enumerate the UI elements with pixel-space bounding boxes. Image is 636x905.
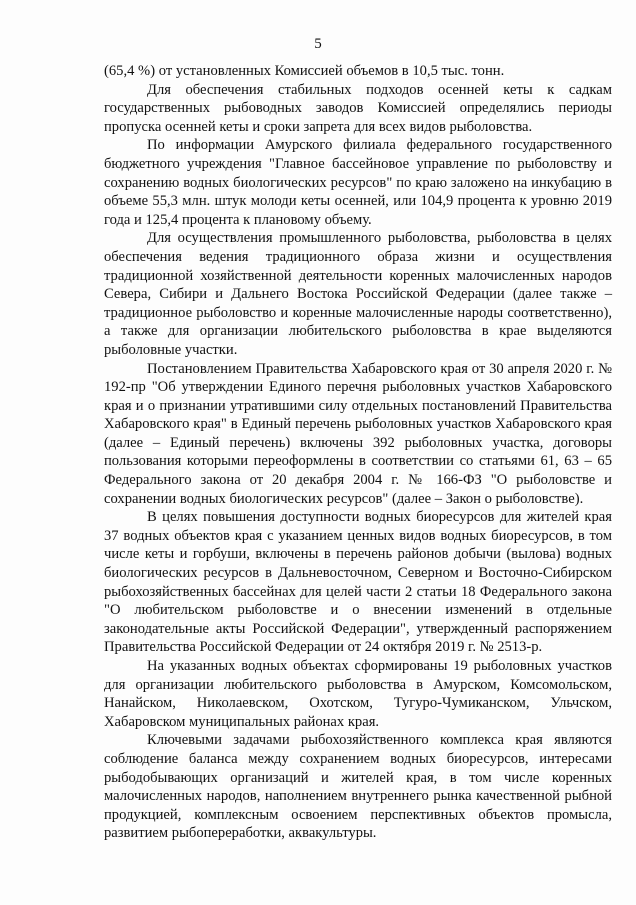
paragraph-fishing-areas: Для осуществления промышленного рыболовства, рыболовства в целях обеспечения ведения традиционного образа жизни и осуществления традиционной хозяйственной деятельности коренных малочисленных народов Севера, Сибири и Дальнего Востока Российской Федерации (далее также – традиционное рыболовство и коренные малочисленные народы соответственно), а также для организации любительского рыболовства в крае выделяются рыболовные участки. [104, 230, 612, 358]
page-number: 5 [314, 36, 322, 52]
paragraph-key-tasks: Ключевыми задачами рыбохозяйственного комплекса края являются соблюдение баланса между сохранением водных биоресурсов, интересами рыбодобывающих организаций и жителей края, в том числе коренных малочисленных народов, наполнением внутреннего рынка качественной рыбной продукцией, комплексным освоением перспективных объектов промысла, развитием рыбопереработки, аквакультуры. [104, 732, 612, 842]
paragraph-incubation: По информации Амурского филиала федерального государственного бюджетного учреждения "Главное бассейновое управление по рыболовству и сохранению водных биологических ресурсов" по краю заложено на инкубацию в объеме 55,3 млн. штук молоди кеты осенней, или 104,9 процента к уровню 2019 года и 125,4 процента к плановому объему. [104, 137, 612, 228]
paragraph-continuation: (65,4 %) от установленных Комиссией объемов в 10,5 тыс. тонн. [104, 63, 505, 79]
paragraph-amateur-fishing: На указанных водных объектах сформированы 19 рыболовных участков для организации любительского рыболовства в Амурском, Комсомольском, Нанайском, Николаевском, Охотском, Тугуро-Чумиканском, Ульчском, Хабаровском муниципальных районах края. [104, 658, 612, 730]
paragraph-government-resolution: Постановлением Правительства Хабаровского края от 30 апреля 2020 г. № 192-пр "Об утверждении Единого перечня рыболовных участков Хабаровского края и о признании утратившими силу отдельных постановлений Правительства Хабаровского края" в Единый перечень рыболовных участков Хабаровского края (далее – Единый перечень) включены 392 рыболовных участка, договоры пользования которыми переоформлены в соответствии со статьями 61, 63 – 65 Федерального закона от 20 декабря 2004 г. № 166-ФЗ "О рыболовстве и сохранении водных биологических ресурсов" (далее – Закон о рыболовстве). [104, 360, 612, 507]
body-text [104, 62, 612, 843]
paragraph-water-bodies: В целях повышения доступности водных биоресурсов для жителей края 37 водных объектов края с указанием ценных видов водных биоресурсов, в том числе кеты и горбуши, включены в перечень районов добычи (вылова) водных биологических ресурсов в Дальневосточном, Северном и Восточно-Сибирском рыбохозяйственных бассейнах для целей части 2 статьи 18 Федерального закона "О любительском рыболовстве и о внесении изменений в отдельные законодательные акты Российской Федерации", утвержденный распоряжением Правительства Российской Федерации от 24 октября 2019 г. № 2513-р. [104, 509, 612, 656]
paragraph-keta-passage: Для обеспечения стабильных подходов осенней кеты к садкам государственных рыбоводных заводов Комиссией определялись периоды пропуска осенней кеты и сроки запрета для всех видов рыболовства. [104, 81, 612, 135]
